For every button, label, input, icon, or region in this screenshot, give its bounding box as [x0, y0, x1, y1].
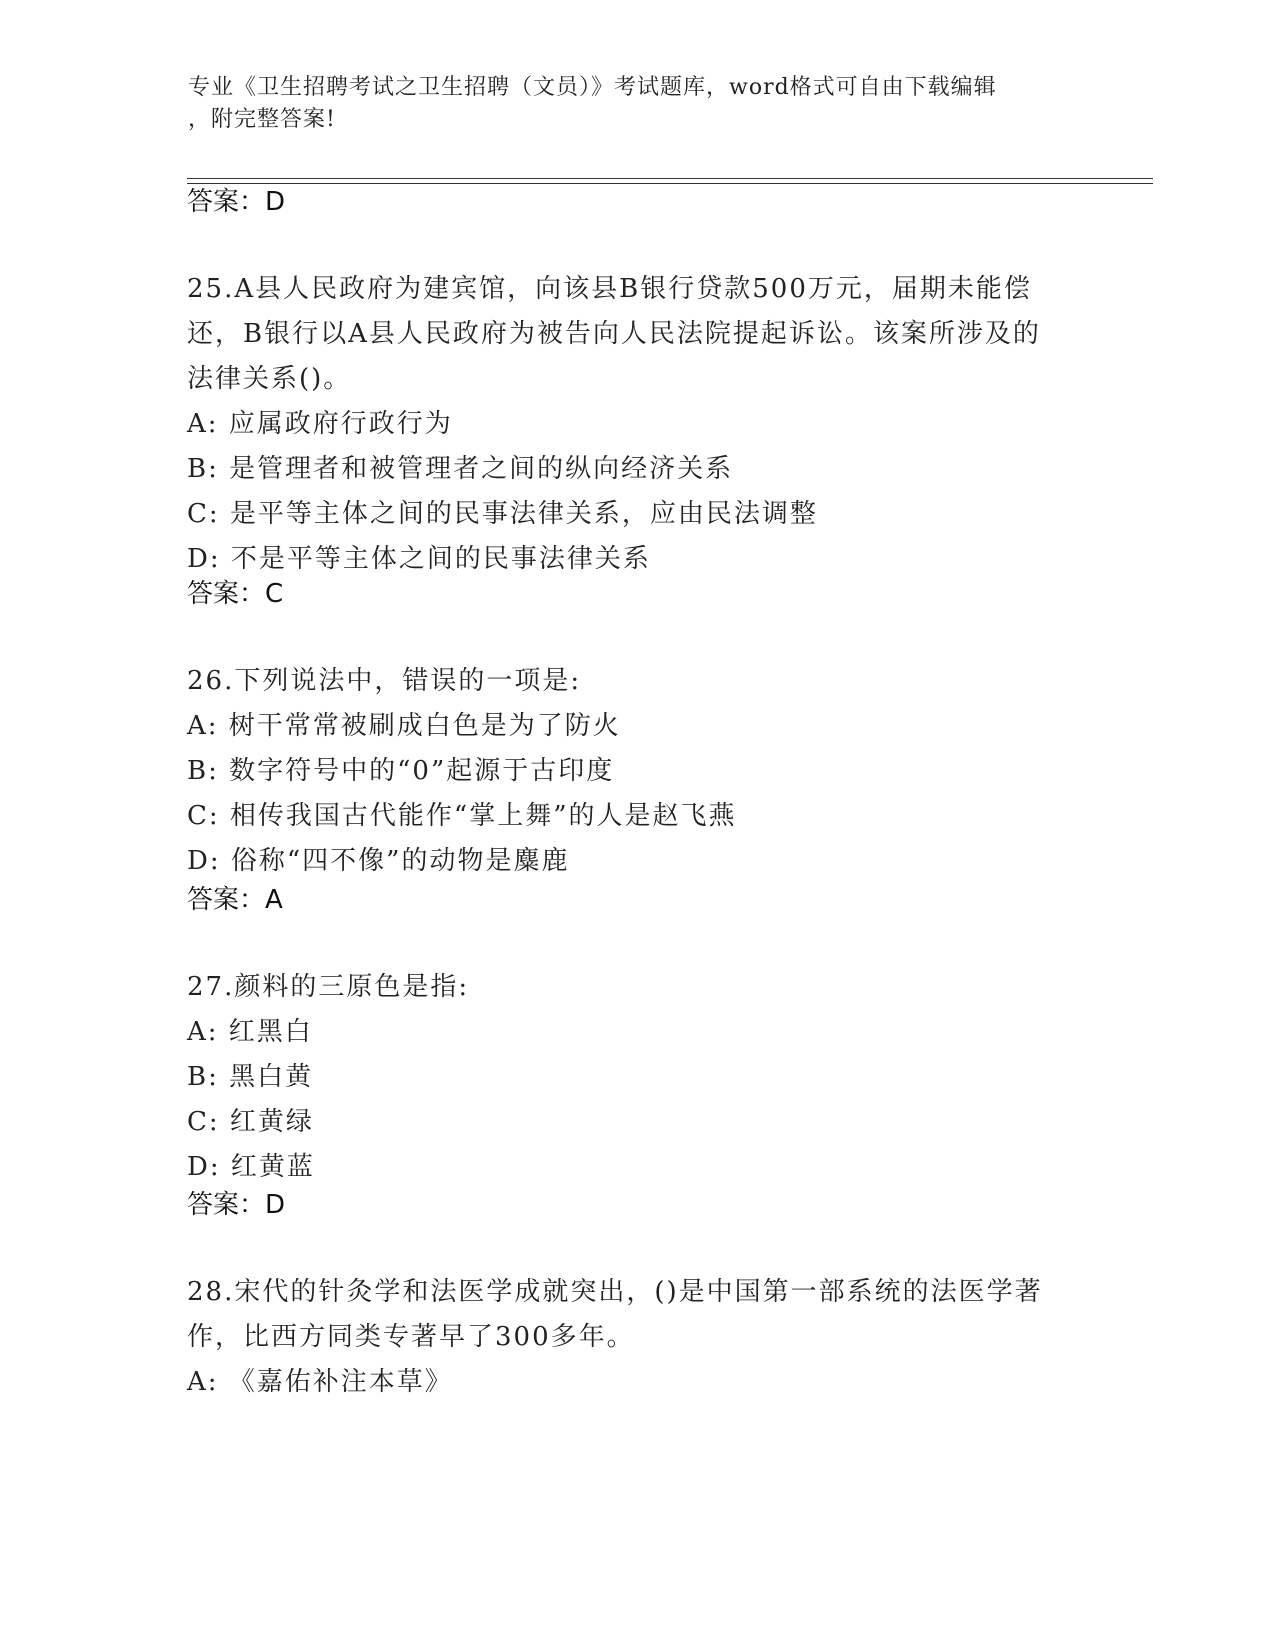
option-c: C: 是平等主体之间的民事法律关系，应由民法调整	[187, 499, 818, 529]
question-stem-line: 28.宋代的针灸学和法医学成就突出，()是中国第一部系统的法医学著	[187, 1277, 1043, 1307]
question-stem-line: 27.颜料的三原色是指:	[187, 972, 470, 1002]
option-c: C: 红黄绿	[187, 1107, 314, 1137]
option-b: B: 数字符号中的“0”起源于古印度	[187, 756, 615, 786]
option-b: B: 黑白黄	[187, 1062, 314, 1092]
option-c: C: 相传我国古代能作“掌上舞”的人是赵飞燕	[187, 801, 737, 831]
option-d: D: 不是平等主体之间的民事法律关系	[187, 544, 651, 574]
question-27	[187, 965, 1147, 1190]
question-28	[187, 1270, 1147, 1405]
question-stem-line: 25.A县人民政府为建宾馆，向该县B银行贷款500万元，届期未能偿	[187, 274, 1032, 304]
question-stem-line: 作，比西方同类专著早了300多年。	[187, 1322, 635, 1352]
option-b: B: 是管理者和被管理者之间的纵向经济关系	[187, 454, 734, 484]
document-header	[188, 72, 1088, 136]
option-d: D: 红黄蓝	[187, 1152, 315, 1182]
option-d: D: 俗称“四不像”的动物是麋鹿	[187, 846, 570, 876]
question-26	[187, 659, 1147, 884]
answer-26: 答案：A	[187, 885, 283, 915]
question-stem-line: 还，B银行以A县人民政府为被告向人民法院提起诉讼。该案所涉及的	[187, 319, 1041, 349]
answer-27: 答案：D	[187, 1190, 286, 1220]
header-line-2: ，附完整答案!	[188, 107, 336, 132]
answer-24: 答案：D	[187, 187, 286, 217]
header-line-1: 专业《卫生招聘考试之卫生招聘（文员）》考试题库，word格式可自由下载编辑	[188, 75, 997, 100]
option-a: A: 树干常常被刷成白色是为了防火	[187, 711, 621, 741]
header-divider-top	[187, 178, 1153, 179]
question-25	[187, 267, 1147, 582]
question-stem-line: 法律关系()。	[187, 364, 352, 394]
answer-25: 答案：C	[187, 579, 284, 609]
header-divider-bottom	[187, 183, 1153, 184]
option-a: A: 应属政府行政行为	[187, 409, 453, 439]
question-stem-line: 26.下列说法中，错误的一项是:	[187, 666, 582, 696]
option-a: A: 红黑白	[187, 1017, 313, 1047]
option-a: A: 《嘉佑补注本草》	[187, 1367, 453, 1397]
